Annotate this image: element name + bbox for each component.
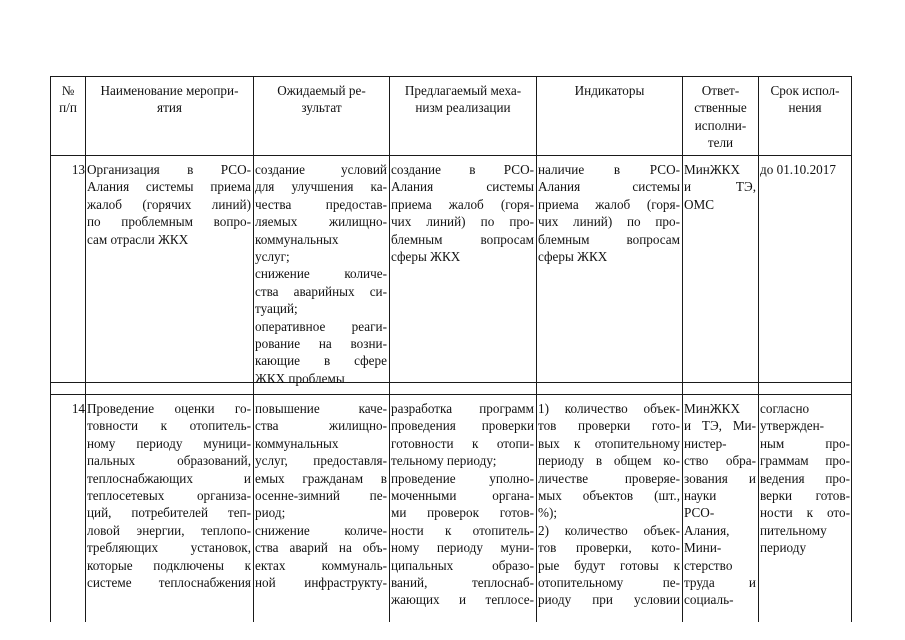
header-text-line: № <box>61 83 75 98</box>
cell-line: оперативное реаги- <box>255 318 387 334</box>
cell-line: создание условий <box>255 162 387 177</box>
cell-line: ловой энергии, теплопо- <box>87 522 251 538</box>
cell-line: ности к ото- <box>760 505 850 521</box>
cell-line: ства аварий на объ- <box>255 540 387 556</box>
header-text-line: п/п <box>59 100 77 116</box>
header-expected-result <box>255 82 388 117</box>
cell-line: науки <box>684 487 717 503</box>
header-responsible <box>684 82 757 152</box>
cell-line: чих линий) по про- <box>391 214 534 230</box>
cell-line: верки готов- <box>760 487 850 503</box>
cell-line: требляющих установок, <box>87 540 251 556</box>
cell-line: нистер- <box>684 435 727 451</box>
column-divider <box>536 76 537 622</box>
row-13-deadline <box>760 161 850 178</box>
header-mechanism <box>391 82 535 117</box>
cell-line: сферы ЖКХ <box>391 248 461 264</box>
cell-line: наличие в РСО- <box>538 162 680 177</box>
cell-line: услуг, предоставля- <box>255 453 387 469</box>
cell-line: приема жалоб (горя- <box>538 196 680 212</box>
cell-line: 1) количество объек- <box>538 401 680 416</box>
cell-line: снижение количе- <box>255 266 387 282</box>
cell-line: утвержден- <box>760 418 825 434</box>
row-14-mechanism <box>391 400 534 609</box>
header-text-line: Индикаторы <box>574 83 645 98</box>
cell-line: и ТЭ, Ми- <box>684 418 756 434</box>
cell-line: теплосетевых организа- <box>87 487 251 503</box>
cell-line: коммунальных <box>255 435 339 451</box>
row-13-mechanism <box>391 161 534 265</box>
cell-line: риоду при условии <box>538 592 680 608</box>
header-text-line: ятия <box>157 100 182 116</box>
row-number-text: 13 <box>71 162 85 177</box>
cell-line: товности к отопитель- <box>87 418 251 434</box>
header-text-line: Срок испол- <box>770 83 840 98</box>
cell-line: Алания системы <box>391 179 534 195</box>
cell-line: сферы ЖКХ <box>538 248 608 264</box>
cell-line: по проблемным вопро- <box>87 214 251 230</box>
cell-line: сам отрасли ЖКХ <box>87 231 189 247</box>
row-14-deadline <box>760 400 850 557</box>
cell-line: ляемых жилищно- <box>255 214 387 230</box>
table-border-top <box>50 76 852 77</box>
header-row-separator <box>50 155 852 156</box>
cell-line: кающие в сфере <box>255 353 387 369</box>
header-text-line: тели <box>707 135 734 151</box>
header-text-line: нения <box>788 100 822 116</box>
cell-line: чих линий) по про- <box>538 214 680 230</box>
cell-line: повышение каче- <box>255 401 387 416</box>
row-14-event-name <box>87 400 251 591</box>
cell-line: проведения проверки <box>391 418 534 434</box>
column-divider <box>85 76 86 622</box>
cell-line: чества предостав- <box>255 196 387 212</box>
row-14-indicators <box>538 400 680 609</box>
cell-line: согласно <box>760 401 810 416</box>
cell-line: приема жалоб (горя- <box>391 196 534 212</box>
cell-line: проведение уполно- <box>391 470 534 486</box>
cell-line: для улучшения ка- <box>255 179 387 195</box>
cell-line: до 01.10.2017 <box>760 162 836 177</box>
cell-line: периоду <box>760 540 807 556</box>
cell-line: ному периоду муници- <box>87 435 251 451</box>
cell-line: тельному периоду; <box>391 453 497 469</box>
cell-line: снижение количе- <box>255 522 387 538</box>
cell-line: личестве проверяе- <box>538 470 680 486</box>
row-13-indicators <box>538 161 680 265</box>
cell-line: емых гражданам в <box>255 470 387 486</box>
cell-line: мых объектов (шт., <box>538 487 680 503</box>
cell-line: готовности к отопи- <box>391 435 534 451</box>
cell-line: системе теплоснабжения <box>87 574 251 590</box>
cell-line: Организация в РСО- <box>87 162 251 177</box>
header-indicators <box>538 82 681 99</box>
header-text-line: Ответ- <box>701 83 740 98</box>
cell-line: 2) количество объек- <box>538 522 680 538</box>
cell-line: ной инфраструкту- <box>255 574 387 590</box>
cell-line: ному периоду муни- <box>391 540 534 556</box>
cell-line: риод; <box>255 505 286 521</box>
row-13-expected-result <box>255 161 387 387</box>
header-number <box>52 82 84 117</box>
cell-line: МинЖКХ <box>684 162 740 177</box>
column-divider <box>758 76 759 622</box>
cell-line: рые будут готовы к <box>538 557 680 573</box>
cell-line: блемным вопросам <box>391 231 534 247</box>
cell-line: РСО- <box>684 505 715 521</box>
cell-line: ности к отопитель- <box>391 522 534 538</box>
cell-line: тов проверки гото- <box>538 418 680 434</box>
cell-line: зования и <box>684 470 756 486</box>
cell-line: пительному <box>760 522 827 538</box>
header-text-line: Предлагаемый меха- <box>404 83 522 98</box>
row-13-responsible <box>684 161 756 213</box>
cell-line: туаций; <box>255 301 298 317</box>
cell-line: Алания системы <box>538 179 680 195</box>
cell-line: вых к отопительному <box>538 435 680 451</box>
cell-line: рование на возни- <box>255 335 387 351</box>
cell-line: моченными органа- <box>391 487 534 503</box>
cell-line: коммунальных <box>255 231 339 247</box>
cell-line: разработка программ <box>391 401 534 416</box>
cell-line: создание в РСО- <box>391 162 534 177</box>
header-text-line: ственные <box>694 100 747 116</box>
header-text-line: Наименование меропри- <box>100 83 239 98</box>
cell-line: труда и <box>684 574 756 590</box>
row-13-event-name <box>87 161 251 248</box>
cell-line: Проведение оценки го- <box>87 401 251 416</box>
cell-line: МинЖКХ <box>684 401 740 416</box>
column-divider <box>253 76 254 622</box>
cell-line: осенне-зимний пе- <box>255 487 387 503</box>
cell-line: теплоснабжающих и <box>87 470 251 486</box>
row-number-text: 14 <box>71 401 85 416</box>
header-text-line: низм реализации <box>415 100 511 116</box>
cell-line: жающих и теплосе- <box>391 592 534 608</box>
cell-line: блемным вопросам <box>538 231 680 247</box>
row-separator-top-14 <box>50 394 852 395</box>
row-14-number <box>52 400 85 417</box>
cell-line: отопительному пе- <box>538 574 680 590</box>
cell-line: Алания системы приема <box>87 179 251 195</box>
header-text-line: исполни- <box>694 117 747 133</box>
header-text-line: Ожидаемый ре- <box>277 83 366 98</box>
column-divider <box>682 76 683 622</box>
row-14-expected-result <box>255 400 387 591</box>
header-event-name <box>87 82 252 117</box>
cell-line: которые подключены к <box>87 557 251 573</box>
cell-line: ми проверок готов- <box>391 505 534 521</box>
cell-line: и ТЭ, <box>684 179 756 195</box>
row-13-number <box>52 161 85 178</box>
cell-line: ства аварийных си- <box>255 283 387 299</box>
cell-line: ным про- <box>760 435 850 451</box>
column-divider <box>389 76 390 622</box>
cell-line: ектах коммуналь- <box>255 557 387 573</box>
cell-line: Алания, <box>684 522 730 538</box>
row-separator-bottom-13 <box>50 382 852 383</box>
cell-line: граммам про- <box>760 453 850 469</box>
cell-line: ций, потребителей теп- <box>87 505 251 521</box>
cell-line: жалоб (горячих линий) <box>87 196 251 212</box>
cell-line: ОМС <box>684 196 715 212</box>
column-divider <box>50 76 51 622</box>
cell-line: ципальных образо- <box>391 557 534 573</box>
cell-line: тов проверки, кото- <box>538 540 680 556</box>
row-14-responsible <box>684 400 756 609</box>
cell-line: ведения про- <box>760 470 850 486</box>
cell-line: услуг; <box>255 248 290 264</box>
cell-line: пальных образований, <box>87 453 251 469</box>
header-deadline <box>760 82 850 117</box>
header-text-line: зультат <box>301 100 342 116</box>
cell-line: стерство <box>684 557 733 573</box>
cell-line: ство обра- <box>684 453 756 469</box>
cell-line: периоду в общем ко- <box>538 453 680 469</box>
cell-line: ЖКХ проблемы <box>255 370 345 386</box>
cell-line: Мини- <box>684 540 722 556</box>
column-divider <box>851 76 852 622</box>
cell-line: социаль- <box>684 592 734 608</box>
cell-line: ства жилищно- <box>255 418 387 434</box>
cell-line: ваний, теплоснаб- <box>391 574 534 590</box>
cell-line: %); <box>538 505 558 521</box>
